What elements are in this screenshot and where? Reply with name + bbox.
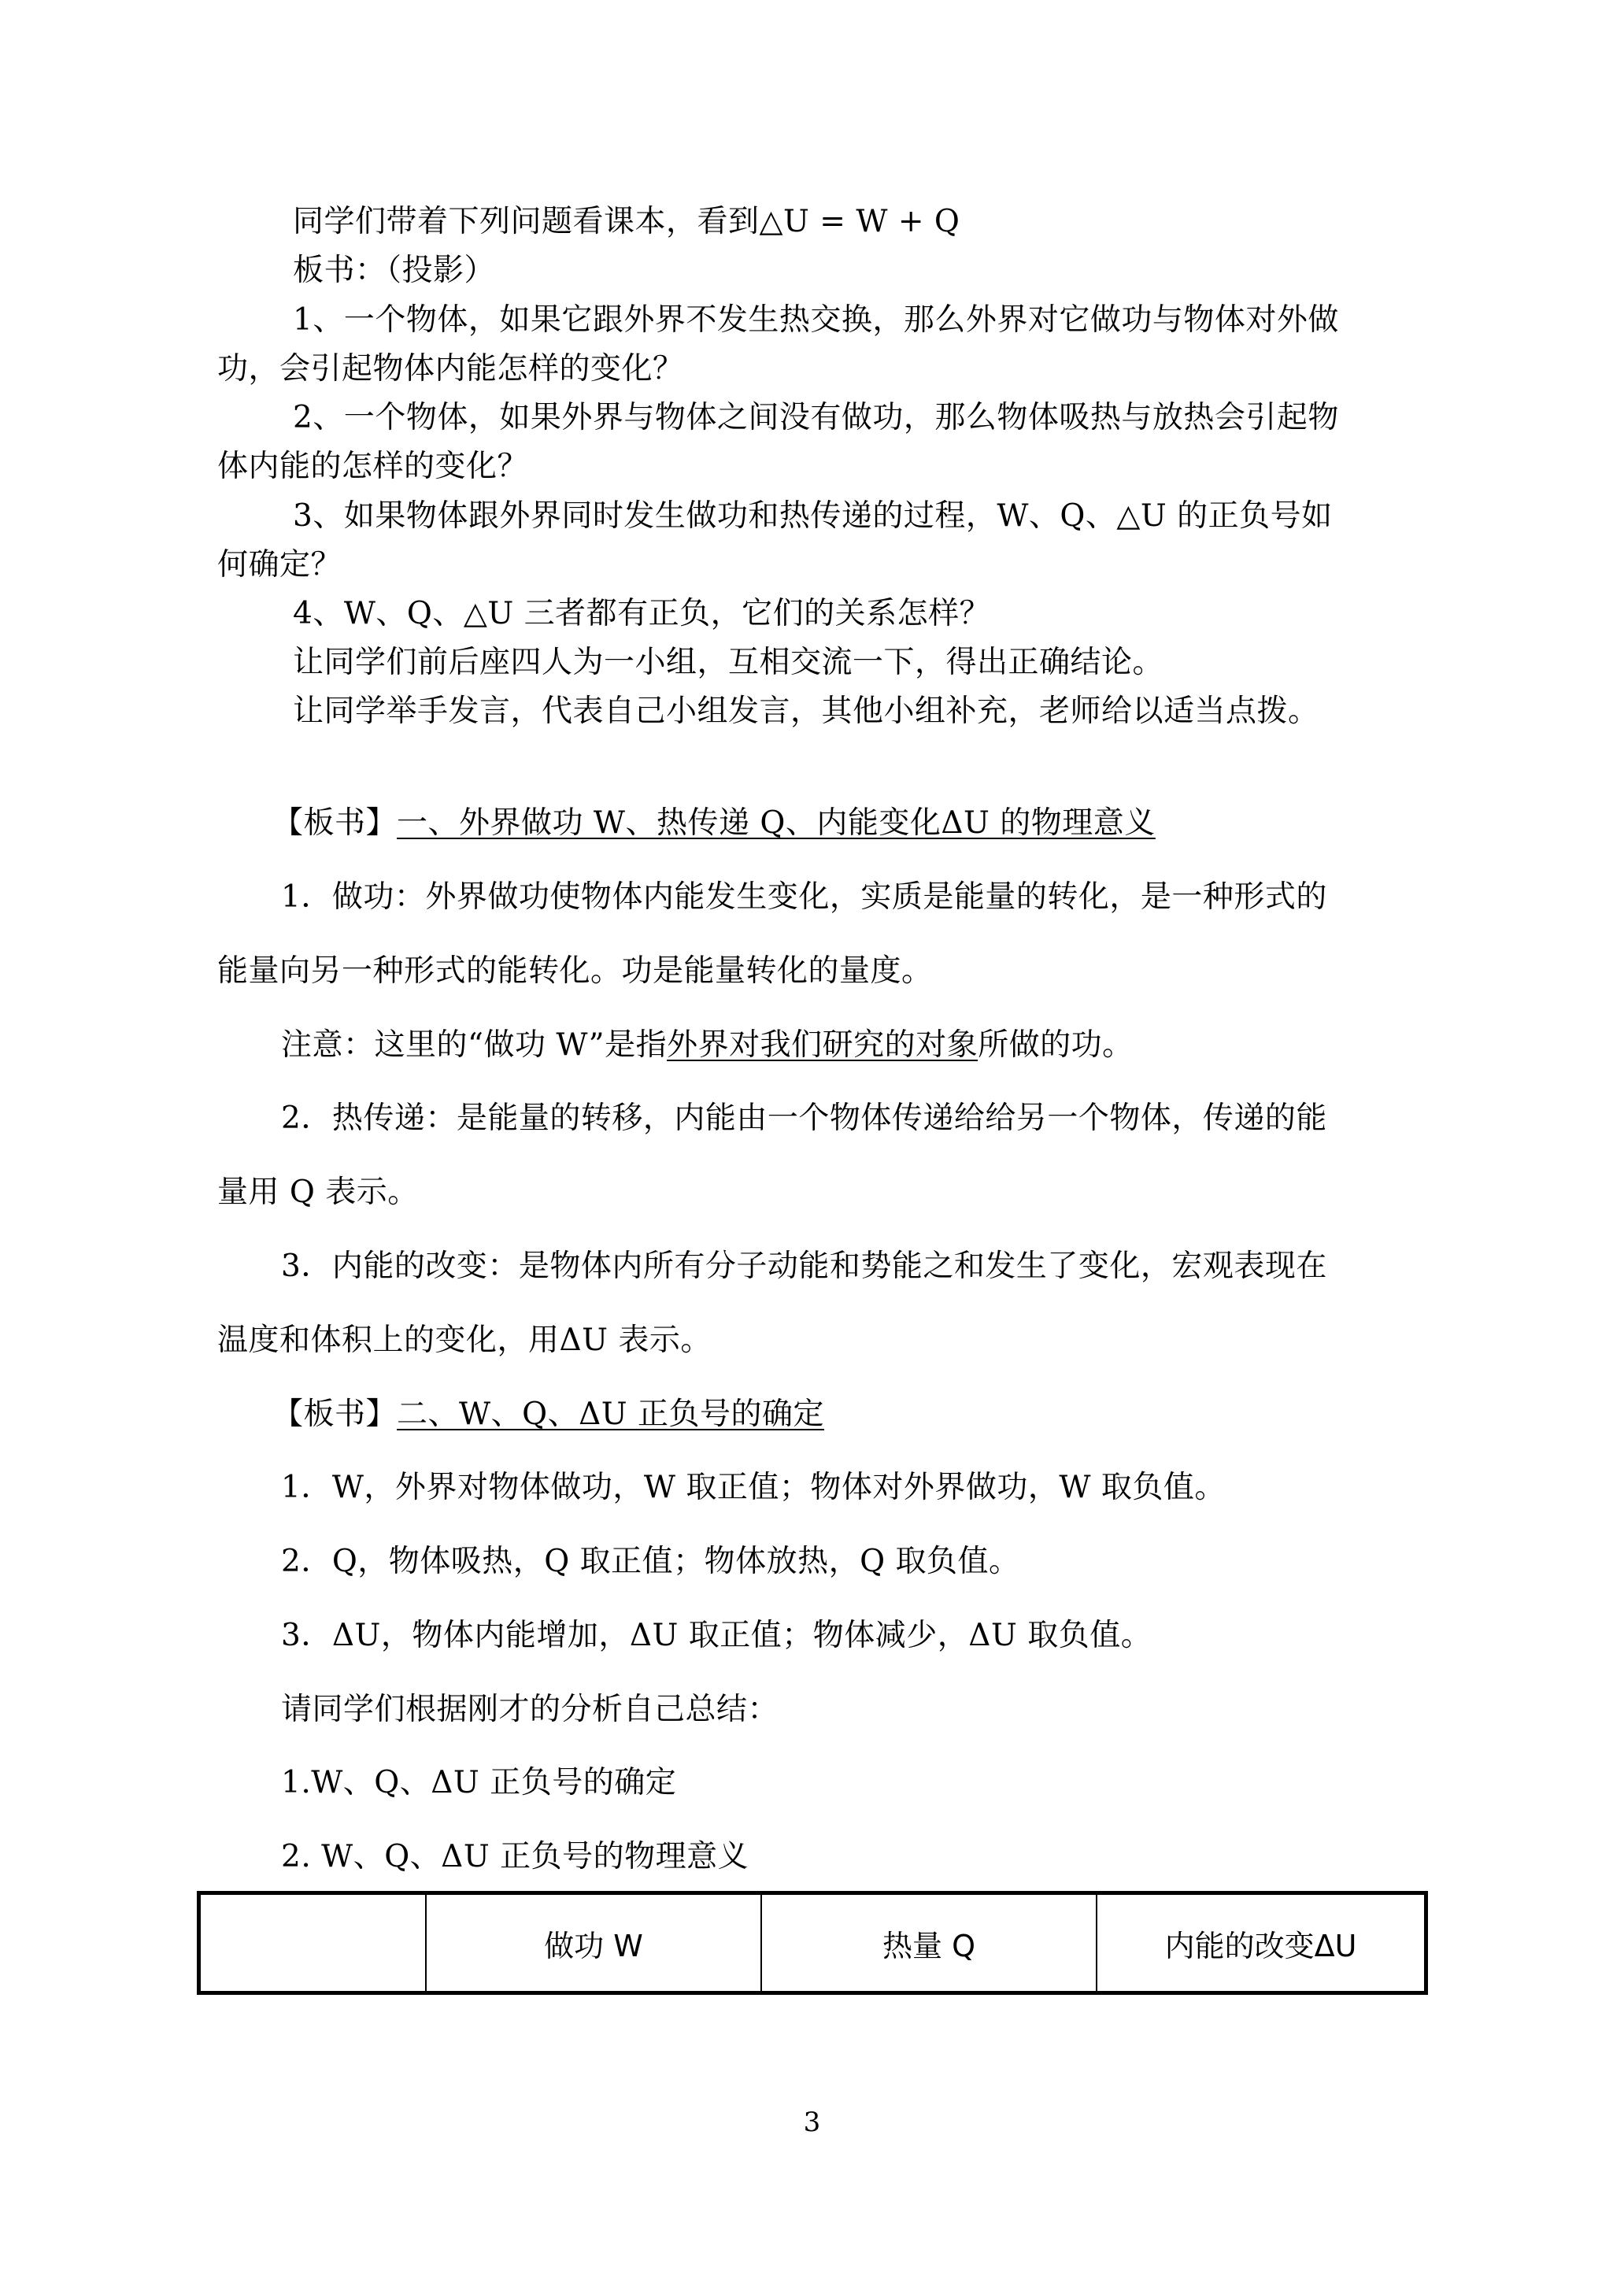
question-1-line-1: 1、一个物体，如果它跟外界不发生热交换，那么外界对它做功与物体对外做 (293, 302, 1339, 338)
sign-rule-w: 1．W，外界对物体做功，W 取正值；物体对外界做功，W 取负值。 (281, 1470, 1226, 1505)
speak-instruction: 让同学举手发言，代表自己小组发言，其他小组补充，老师给以适当点拨。 (293, 694, 1319, 729)
note-underlined: 外界对我们研究的对象 (667, 1027, 978, 1063)
energy-paragraph-line-2: 温度和体积上的变化，用ΔU 表示。 (217, 1323, 712, 1358)
summary-item-2: 2. W、Q、ΔU 正负号的物理意义 (281, 1839, 749, 1874)
question-2-line-2: 体内能的怎样的变化？ (217, 449, 529, 484)
summary-item-1: 1.W、Q、ΔU 正负号的确定 (281, 1765, 677, 1800)
sign-rule-du: 3．ΔU，物体内能增加，ΔU 取正值；物体减少，ΔU 取负值。 (281, 1618, 1152, 1653)
board-tag: 【板书】 (272, 805, 398, 841)
sign-rule-q: 2．Q，物体吸热，Q 取正值；物体放热，Q 取负值。 (281, 1544, 1020, 1579)
heat-paragraph-line-2: 量用 Q 表示。 (217, 1175, 419, 1210)
question-2-line-1: 2、一个物体，如果外界与物体之间没有做功，那么物体吸热与放热会引起物 (293, 400, 1339, 435)
section-1-heading (272, 805, 1156, 842)
page-number: 3 (803, 2107, 821, 2138)
board-tag: 【板书】 (272, 1397, 398, 1432)
work-paragraph-line-1: 1．做功：外界做功使物体内能发生变化，实质是能量的转化，是一种形式的 (281, 879, 1327, 915)
work-paragraph-line-2: 能量向另一种形式的能转化。功是能量转化的量度。 (217, 953, 933, 989)
note-line (281, 1027, 1134, 1064)
note-suffix: 所做的功。 (978, 1027, 1134, 1063)
intro-line: 同学们带着下列问题看课本，看到△U = W + Q (293, 204, 960, 239)
section-1-title: 一、外界做功 W、热传递 Q、内能变化ΔU 的物理意义 (397, 805, 1156, 841)
section-2-title: 二、W、Q、ΔU 正负号的确定 (397, 1397, 825, 1432)
board-note-label: 板书：（投影） (293, 253, 496, 288)
group-instruction: 让同学们前后座四人为一小组，互相交流一下，得出正确结论。 (293, 645, 1164, 680)
note-prefix: 注意：这里的“做功 W”是指 (281, 1027, 668, 1063)
energy-paragraph-line-1: 3．内能的改变：是物体内所有分子动能和势能之和发生了变化，宏观表现在 (281, 1249, 1327, 1284)
table-header-empty (201, 1895, 425, 1991)
sign-table (197, 1891, 1428, 1995)
table-header-work: 做功 W (425, 1895, 760, 1991)
heat-paragraph-line-1: 2．热传递：是能量的转移，内能由一个物体传递给给另一个物体，传递的能 (281, 1101, 1327, 1136)
question-1-line-2: 功，会引起物体内能怎样的变化？ (217, 351, 684, 387)
table-header-heat: 热量 Q (760, 1895, 1096, 1991)
question-4: 4、W、Q、△U 三者都有正负，它们的关系怎样？ (293, 596, 991, 631)
summary-prompt: 请同学们根据刚才的分析自己总结： (281, 1692, 779, 1727)
question-3-line-1: 3、如果物体跟外界同时发生做功和热传递的过程，W、Q、△U 的正负号如 (293, 498, 1333, 534)
table-header-internal-energy: 内能的改变ΔU (1096, 1895, 1424, 1991)
section-2-heading (272, 1396, 824, 1434)
question-3-line-2: 何确定？ (217, 547, 342, 583)
